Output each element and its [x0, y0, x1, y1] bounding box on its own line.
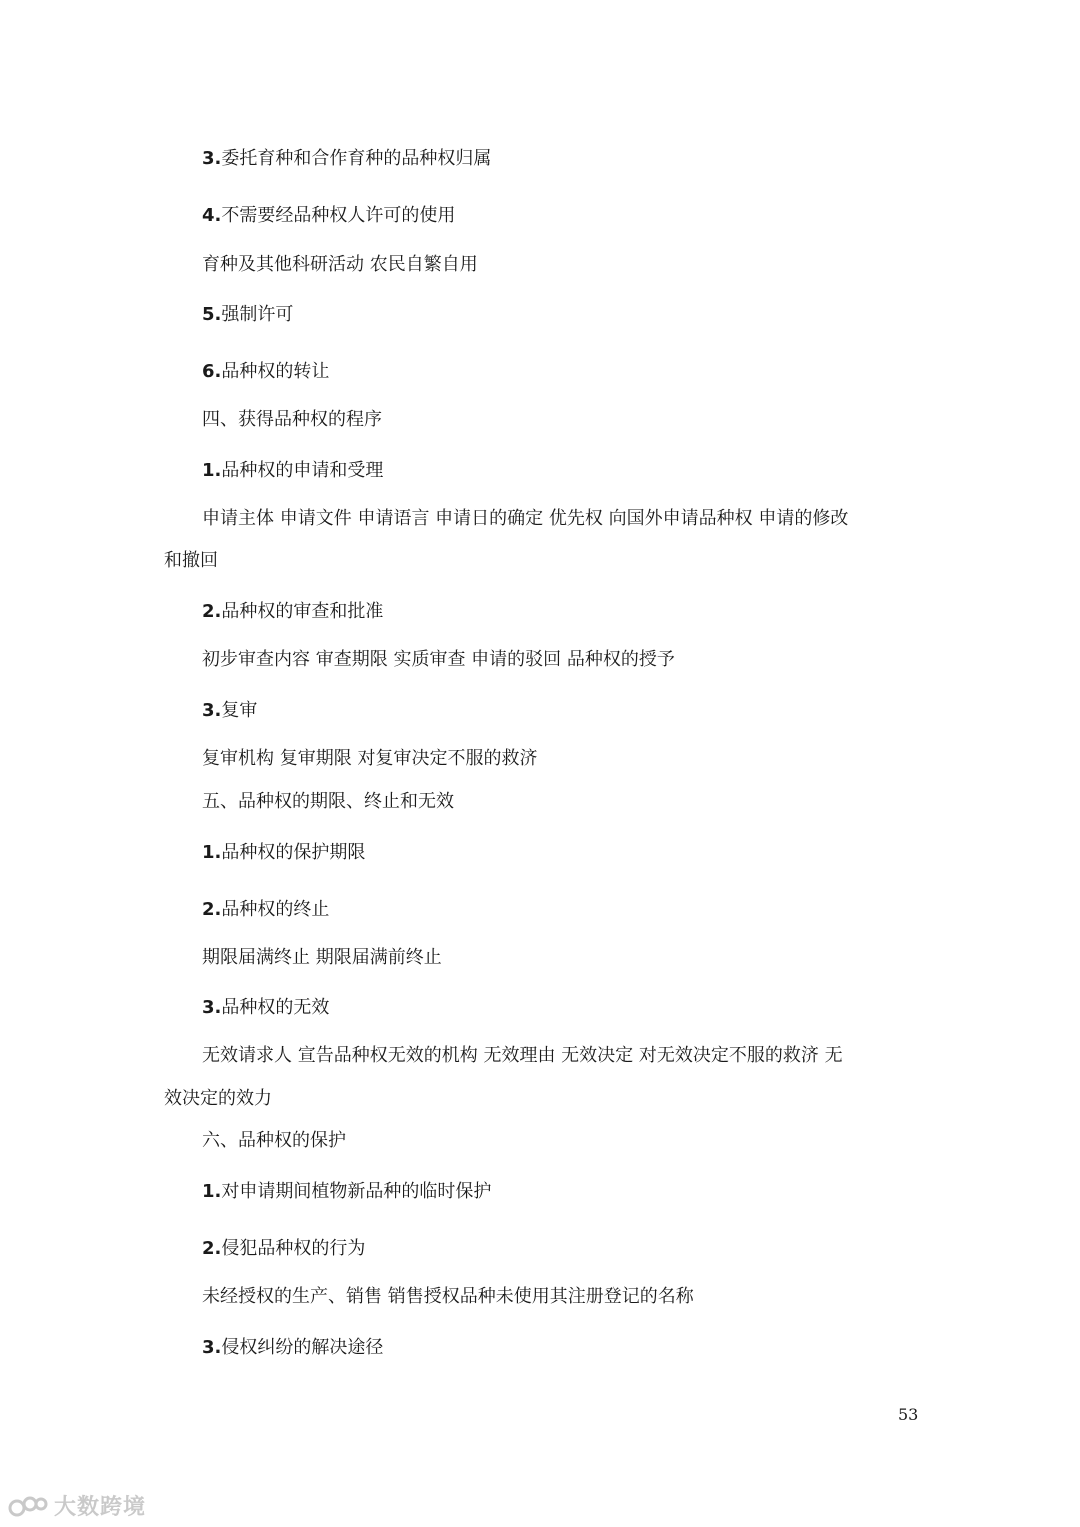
heading-examination: 2.品种权的审查和批准: [202, 601, 384, 622]
text-application-items-continued: 和撤回: [164, 550, 218, 571]
text-application-items: 申请主体 申请文件 申请语言 申请日的确定 优先权 向国外申请品种权 申请的修改: [202, 508, 849, 529]
heading-application: 1.品种权的申请和受理: [202, 460, 384, 481]
heading-provisional-protection: 1.对申请期间植物新品种的临时保护: [202, 1181, 492, 1202]
section-heading-procedure: 四、获得品种权的程序: [202, 409, 382, 430]
heading-termination: 2.品种权的终止: [202, 899, 330, 920]
watermark: [8, 1490, 146, 1521]
section-heading-term: 五、品种权的期限、终止和无效: [202, 791, 454, 812]
heading-protection-term: 1.品种权的保护期限: [202, 842, 366, 863]
heading-invalidity: 3.品种权的无效: [202, 997, 330, 1018]
heading-dispute-resolution: 3.侵权纠纷的解决途径: [202, 1337, 384, 1358]
page-number: 53: [898, 1405, 919, 1424]
text-use-cases: 育种及其他科研活动 农民自繁自用: [202, 254, 478, 275]
brand-logo-icon: [8, 1492, 48, 1520]
watermark-text: 大数跨境: [54, 1495, 147, 1520]
text-infringement-items: 未经授权的生产、销售 销售授权品种未使用其注册登记的名称: [202, 1286, 694, 1307]
heading-use-without-permission: 4.不需要经品种权人许可的使用: [202, 205, 456, 226]
heading-transfer: 6.品种权的转让: [202, 361, 330, 382]
heading-compulsory-license: 5.强制许可: [202, 304, 294, 325]
heading-entrusted-breeding: 3.委托育种和合作育种的品种权归属: [202, 148, 492, 169]
text-termination-items: 期限届满终止 期限届满前终止: [202, 947, 442, 968]
section-heading-protection: 六、品种权的保护: [202, 1130, 346, 1151]
heading-infringement: 2.侵犯品种权的行为: [202, 1238, 366, 1259]
text-invalidity-items: 无效请求人 宣告品种权无效的机构 无效理由 无效决定 对无效决定不服的救济 无: [202, 1045, 843, 1066]
heading-reexamination: 3.复审: [202, 700, 258, 721]
text-invalidity-items-continued: 效决定的效力: [164, 1088, 272, 1109]
text-examination-items: 初步审查内容 审查期限 实质审查 申请的驳回 品种权的授予: [202, 649, 675, 670]
text-reexamination-items: 复审机构 复审期限 对复审决定不服的救济: [202, 748, 538, 769]
